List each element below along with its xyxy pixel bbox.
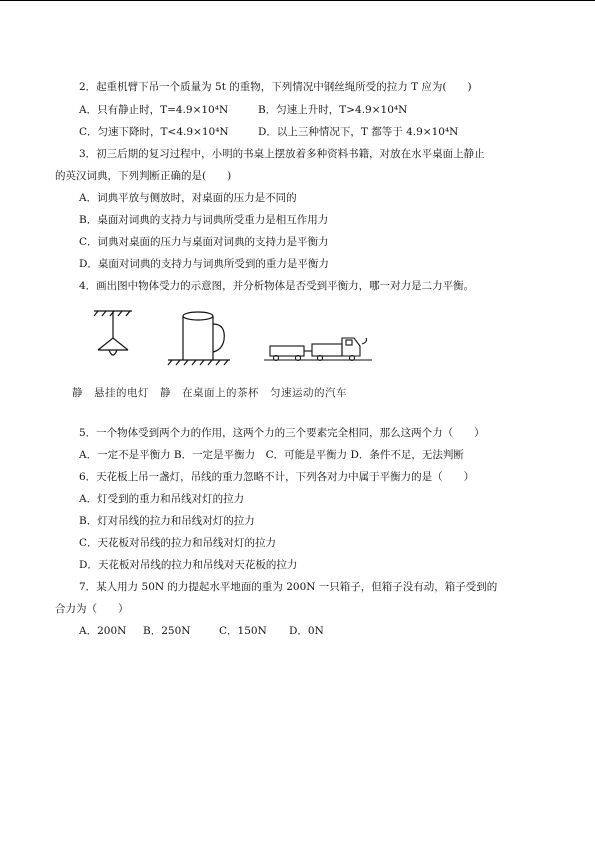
q2-stem: 2．起重机臂下吊一个质量为 5t 的重物，下列情况中钢丝绳所受的拉力 T 应为( ) <box>79 81 472 93</box>
q2-option-a: A．只有静止时，T=4.9×10⁴N <box>79 104 229 116</box>
q3-stem-line1: 3．初三后期的复习过程中，小明的书桌上摆放着多种资料书籍，对放在水平桌面上静止 <box>79 148 485 160</box>
moving-truck-figure <box>264 338 372 361</box>
q2-option-b: B．匀速上升时，T>4.9×10⁴N <box>258 104 408 116</box>
page-top-border <box>0 0 595 1</box>
q6-option-d: D．天花板对吊线的拉力和吊线对天花板的拉力 <box>79 559 298 571</box>
q2-option-d: D．以上三种情况下，T 都等于 4.9×10⁴N <box>258 126 459 138</box>
q7-option-b: B．250N <box>143 625 191 637</box>
q5-options: A．一定不是平衡力 B．一定是平衡力 C．可能是平衡力 D．条件不足，无法判断 <box>79 449 464 461</box>
cup-on-table-figure <box>168 312 230 365</box>
q7-option-c: C．150N <box>219 625 267 637</box>
q6-stem: 6．天花板上吊一盏灯，吊线的重力忽略不计，下列各对力中属于平衡力的是（ ） <box>79 471 475 483</box>
q3-option-c: C．词典对桌面的压力与桌面对词典的支持力是平衡力 <box>79 236 329 248</box>
q6-option-b: B．灯对吊线的拉力和吊线对灯的拉力 <box>79 515 255 527</box>
q7-stem-line2: 合力为（ ） <box>55 603 129 615</box>
q3-option-d: D．桌面对词典的支持力与词典所受到的重力是平衡力 <box>79 258 329 270</box>
q7-option-a: A．200N <box>79 625 127 637</box>
q2-option-c: C．匀速下降时，T<4.9×10⁴N <box>79 126 229 138</box>
q5-stem: 5．一个物体受到两个力的作用，这两个力的三个要素完全相同，那么这两个力（ ） <box>79 427 485 439</box>
q4-stem: 4．画出图中物体受力的示意图，并分析物体是否受到平衡力，哪一对力是二力平衡。 <box>79 280 475 292</box>
q4-figure-caption: 静 悬挂的电灯 静 在桌面上的茶杯 匀速运动的汽车 <box>72 387 347 399</box>
q6-option-c: C．天花板对吊线的拉力和吊线对灯的拉力 <box>79 537 277 549</box>
q3-option-b: B．桌面对词典的支持力与词典所受重力是相互作用力 <box>79 214 329 226</box>
hanging-lamp-figure <box>94 311 132 355</box>
q6-option-a: A．灯受到的重力和吊线对灯的拉力 <box>79 493 245 505</box>
q3-option-a: A．词典平放与侧放时，对桌面的压力是不同的 <box>79 192 297 204</box>
q3-stem-line2: 的英汉词典，下列判断正确的是( ) <box>55 170 232 182</box>
q7-stem-line1: 7．某人用力 50N 的力提起水平地面的重为 200N 一只箱子，但箱子没有动，箱子受到的 <box>79 581 498 593</box>
q4-force-figures <box>90 308 390 378</box>
q7-option-d: D．0N <box>289 625 324 637</box>
